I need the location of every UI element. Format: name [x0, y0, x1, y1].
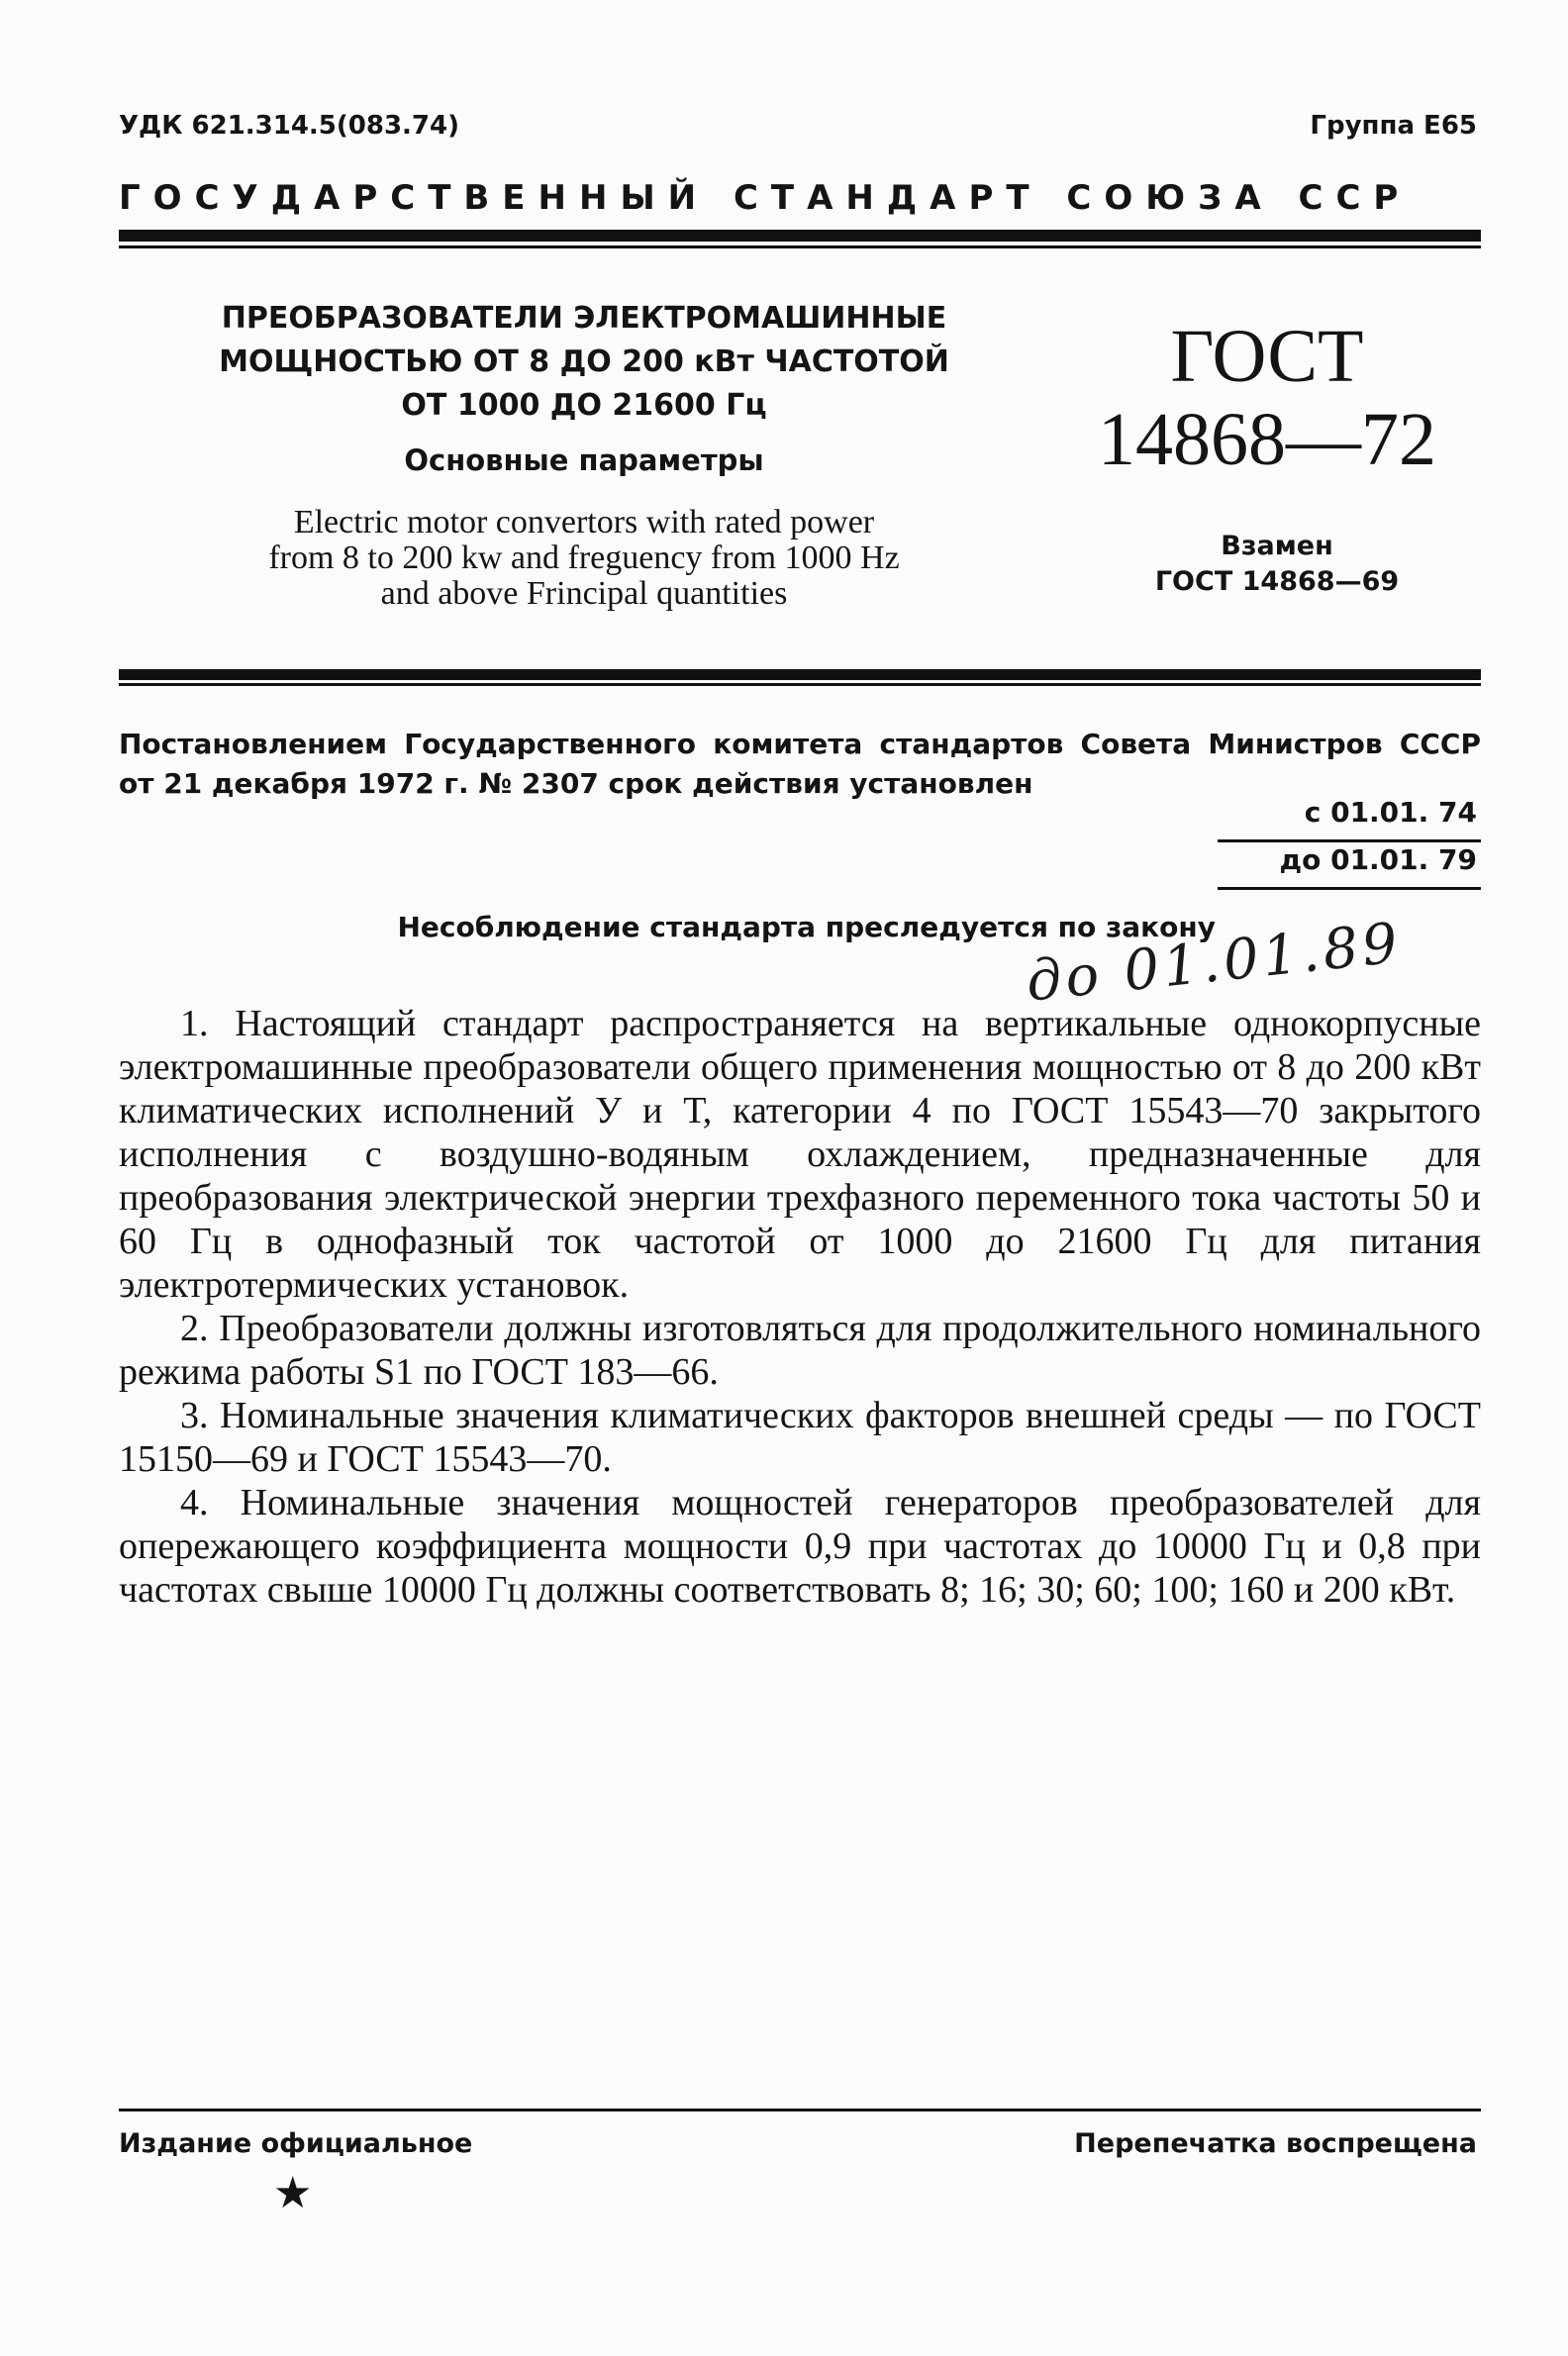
document-title — [198, 297, 970, 428]
gost-number: 14868—72 — [1098, 398, 1436, 481]
paragraph-1: 1. Настоящий стандарт распространяется на вертикальные однокорпусные электромашинные преобразователи общего применения мощностью от 8 до 200 кВт климатических исполнений У и Т, категории 4 по ГОСТ 15543—70 закрытого исполнения с воздушно-водяным охлаждением, предназначенные для преобразования электрической энергии трехфазного переменного тока частоты 50 и 60 Гц в однофазный ток частотой от 1000 до 21600 Гц для питания электротермических установок. — [119, 1003, 1481, 1306]
title-line: ОТ 1000 ДО 21600 Гц — [401, 388, 767, 423]
section-rule-thick — [119, 669, 1481, 680]
footer-rule — [119, 2109, 1481, 2111]
document-subtitle: Основные параметры — [404, 443, 764, 477]
gost-label: ГОСТ — [1170, 315, 1364, 398]
replaces-label: Взамен — [1221, 531, 1333, 561]
valid-to-date: до 01.01. 79 — [1279, 843, 1477, 876]
header-rule-thick — [119, 230, 1481, 242]
group-code: Группа Е65 — [1310, 111, 1477, 141]
replaces-number: ГОСТ 14868—69 — [1154, 566, 1400, 597]
decree-text: Постановлением Государственного комитета стандартов Совета Министров СССР от 21 декабря 1972 г. № 2307 срок действия установлен — [119, 728, 1481, 800]
english-title — [198, 505, 970, 612]
english-title-line: and above Frincipal quantities — [380, 575, 788, 612]
paragraph-2: 2. Преобразователи должны изготовляться для продолжительного номинального режима работы S1 по ГОСТ 183—66. — [119, 1308, 1481, 1393]
reprint-prohibited-label: Перепечатка воспрещена — [1074, 2128, 1477, 2159]
header-rule-thin — [119, 245, 1481, 248]
english-title-line: Electric motor convertors with rated power — [293, 504, 875, 540]
date-underline — [1218, 887, 1481, 890]
udk-code: УДК 621.314.5(083.74) — [119, 111, 459, 141]
gost-designation — [1069, 315, 1465, 481]
state-standard-banner: ГОСУДАРСТВЕННЫЙ СТАНДАРТ СОЮЗА ССР — [119, 178, 1412, 218]
paragraph-3: 3. Номинальные значения климатических факторов внешней среды — по ГОСТ 15150—69 и ГОСТ 15543—70. — [119, 1395, 1481, 1480]
law-notice: Несоблюдение стандарта преследуется по закону — [397, 911, 1216, 943]
valid-from-date: с 01.01. 74 — [1304, 796, 1477, 829]
star-icon: ★ — [273, 2168, 313, 2218]
replaces-block — [1079, 529, 1475, 600]
paragraph-4: 4. Номинальные значения мощностей генераторов преобразователей для опережающего коэффициента мощности 0,9 при частотах до 10000 Гц и 0,8 при частотах свыше 10000 Гц должны соответствовать 8; 16; 30; 60; 100; 160 и 200 кВт. — [119, 1482, 1481, 1611]
title-line: МОЩНОСТЬЮ ОТ 8 ДО 200 кВт ЧАСТОТОЙ — [219, 344, 949, 379]
official-edition-label: Издание официальное — [119, 2128, 473, 2159]
date-underline — [1218, 839, 1481, 842]
standard-body — [119, 1002, 1481, 1612]
handwritten-extension-note: до 01.01.89 — [1023, 911, 1405, 1015]
section-rule-thin — [119, 683, 1481, 686]
title-line: ПРЕОБРАЗОВАТЕЛИ ЭЛЕКТРОМАШИННЫЕ — [221, 301, 947, 336]
english-title-line: from 8 to 200 kw and freguency from 1000 Hz — [268, 540, 900, 576]
